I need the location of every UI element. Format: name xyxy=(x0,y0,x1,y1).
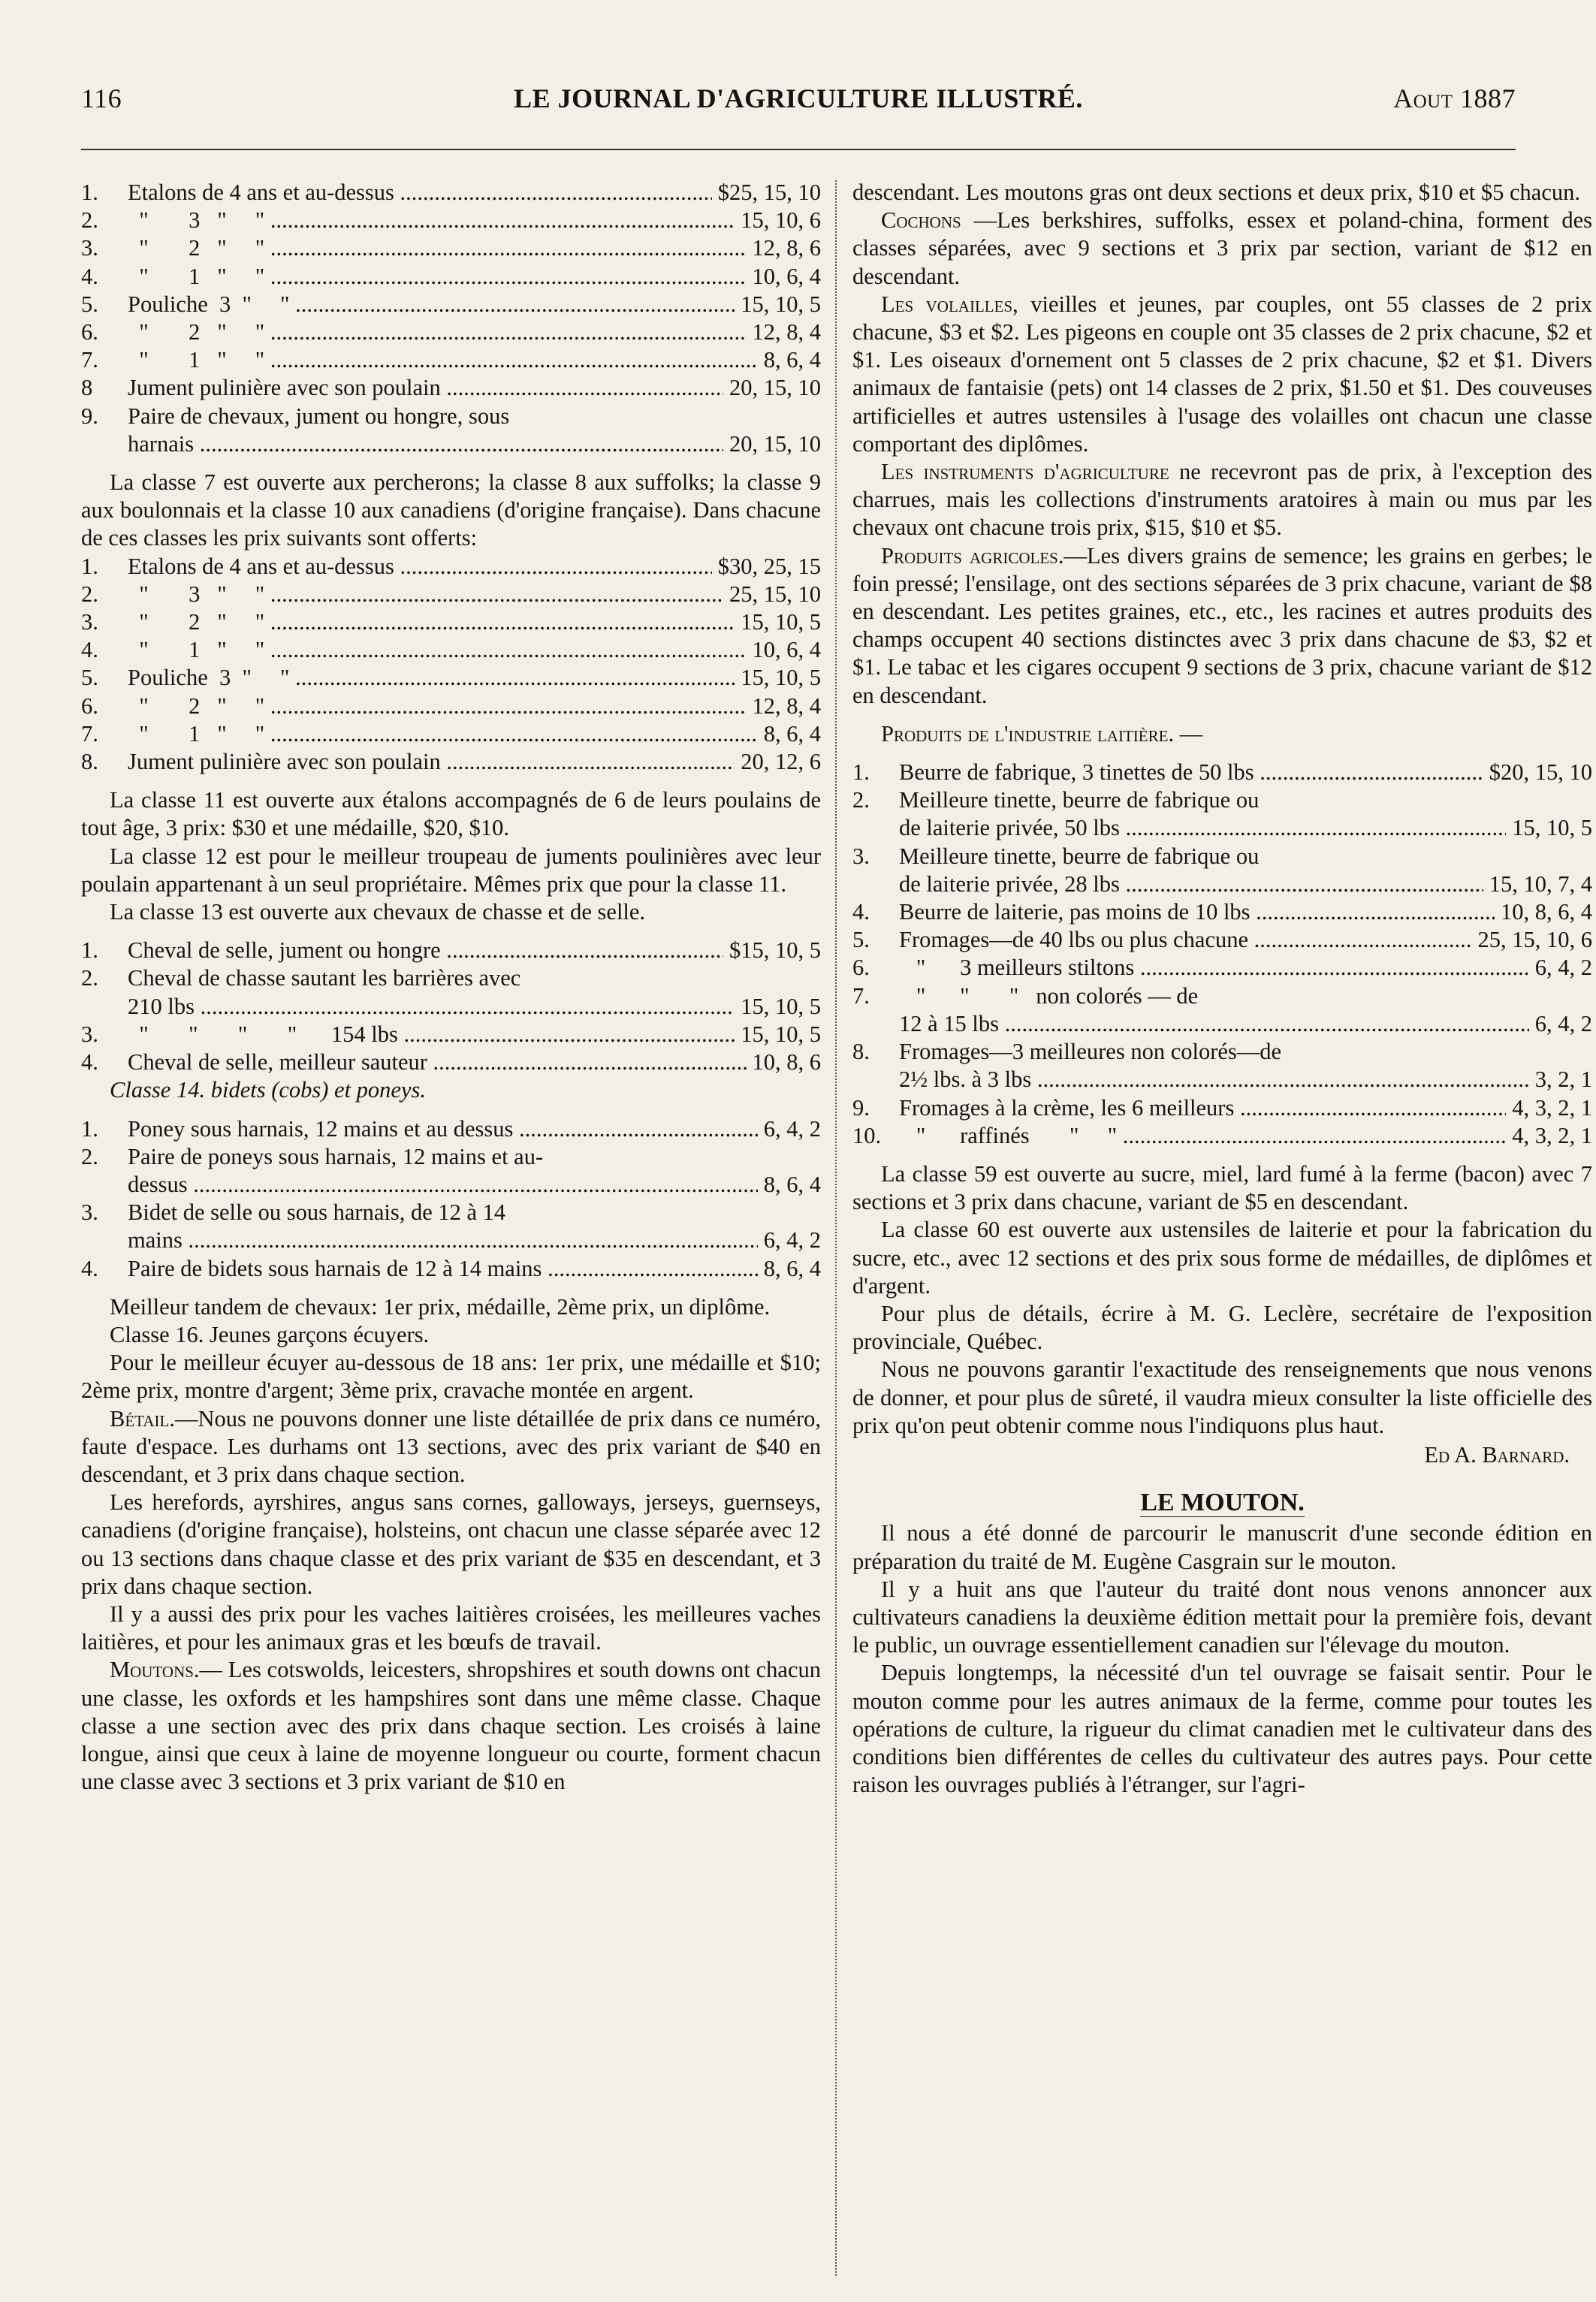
item-description: 2½ lbs. à 3 lbs ..... xyxy=(899,1066,1529,1094)
item-number: 3. xyxy=(81,235,98,261)
item-prizes: 15, 10, 5 xyxy=(741,291,821,317)
item-number: 6. xyxy=(81,319,98,345)
item-number: 3. xyxy=(852,843,870,869)
right-column xyxy=(852,179,1592,1799)
item-prizes: 8, 6, 4 xyxy=(763,720,821,747)
item-number: 2. xyxy=(852,787,870,813)
heading-classe-14: Classe 14. bidets (cobs) et poneys. xyxy=(110,1077,426,1103)
prize-row xyxy=(852,1066,1592,1094)
item-prizes: 15, 10, 5 xyxy=(741,609,821,635)
item-prizes: 8, 6, 4 xyxy=(763,1171,821,1197)
prize-row xyxy=(81,636,821,664)
paragraph-classe-16: Classe 16. Jeunes garçons écuyers. xyxy=(110,1321,430,1347)
prize-row xyxy=(81,1021,821,1048)
item-prizes: 20, 12, 6 xyxy=(741,749,821,775)
prize-row xyxy=(81,291,821,318)
item-prizes: 8, 6, 4 xyxy=(763,347,821,373)
paragraph-classe-60: La classe 60 est ouverte aux ustensiles de laiterie et pour la fabrication du sucre, etc., avec 12 sections et des prix sous forme de médailles, de diplômes et d'argent. xyxy=(852,1217,1592,1299)
prize-row xyxy=(81,179,821,207)
prize-row xyxy=(852,1010,1592,1038)
item-number xyxy=(852,870,899,898)
item-number: 7. xyxy=(852,982,870,1009)
paragraph-garantir: Nous ne pouvons garantir l'exactitude des renseignements que nous venons de donner, et pour plus de sûreté, il vaudra mieux consulter la liste officielle des prix qu'on peut obtenir comme nous l'indiquons plus haut. xyxy=(852,1356,1592,1438)
item-number: 1. xyxy=(852,759,870,786)
paragraph-herefords: Les herefords, ayrshires, angus sans cornes, galloways, jerseys, guernseys, canadiens (d'origine française), holsteins, ont chacun une classe séparée avec 12 ou 13 sections dans chaque classe et des prix variant de $35 en descendant, et 3 prix dans chaque section. xyxy=(81,1489,821,1599)
prize-list-horses xyxy=(81,179,821,458)
paragraph-produits xyxy=(852,542,1592,710)
item-description: Meilleure tinette, beurre de fabrique ou xyxy=(899,787,1260,813)
item-number: 2. xyxy=(81,965,98,991)
item-prizes: 10, 8, 6 xyxy=(752,1049,821,1076)
item-prizes: 25, 15, 10, 6 xyxy=(1477,927,1592,953)
betail-text: —Nous ne pouvons donner une liste détaillée de prix dans ce numéro, faute d'espace. Les durhams ont 13 sections, avec des prix variant de $40 en descendant, et 3 prix dans chaque section. xyxy=(81,1405,821,1487)
item-number: 9. xyxy=(852,1094,870,1121)
signature: Ed A. Barnard. xyxy=(1424,1441,1570,1468)
item-prizes: 10, 8, 6, 4 xyxy=(1501,899,1592,925)
item-description: Paire de poneys sous harnais, 12 mains et au- xyxy=(128,1143,544,1169)
item-number: 5. xyxy=(81,291,98,317)
paragraph-classe-7: La classe 7 est ouverte aux percherons; la classe 8 aux suffolks; la classe 9 aux boulonnais et la classe 10 aux canadiens (d'origine française). Dans chacune de ces classes les prix suivants sont offerts: xyxy=(81,469,821,551)
prize-row xyxy=(81,553,821,581)
item-prizes: $15, 10, 5 xyxy=(729,937,821,964)
paragraph-classe-59: La classe 59 est ouverte au sucre, miel, lard fumé à la ferme (bacon) avec 7 sections et 3 prix dans chacune, variant de $5 en descendant. xyxy=(852,1160,1592,1215)
item-number xyxy=(81,430,128,458)
prize-row xyxy=(81,234,821,262)
column-divider xyxy=(835,180,837,2276)
prize-row xyxy=(81,263,821,291)
paragraph-classe-11: La classe 11 est ouverte aux étalons accompagnés de 6 de leurs poulains de tout âge, 3 prix: $30 et une médaille, $20, $10. xyxy=(81,787,821,841)
item-description: " 1 " " ..... xyxy=(128,263,747,291)
paragraph-moutons xyxy=(81,1656,821,1796)
item-prizes: 6, 4, 2 xyxy=(1534,1010,1592,1036)
item-prizes: 6, 4, 2 xyxy=(763,1227,821,1254)
item-prizes: 4, 3, 2, 1 xyxy=(1512,1122,1592,1148)
prize-row xyxy=(81,1255,821,1283)
item-description: Paire de chevaux, jument ou hongre, sous xyxy=(128,403,510,429)
item-description: Beurre de fabrique, 3 tinettes de 50 lbs ..... xyxy=(899,759,1483,786)
item-number: 5. xyxy=(852,927,870,953)
item-number xyxy=(81,1171,128,1199)
item-number: 3. xyxy=(81,1021,98,1047)
item-description: Pouliche 3 " " ..... xyxy=(128,664,735,692)
prize-row xyxy=(852,870,1592,898)
item-description: Fromages—3 meilleures non colorés—de xyxy=(899,1039,1282,1065)
prize-list-saddle-horses xyxy=(81,937,821,1076)
item-prizes: 6, 4, 2 xyxy=(1534,955,1592,981)
instruments-heading: Les instruments d'agriculture xyxy=(881,459,1169,485)
item-number: 4. xyxy=(81,1255,98,1281)
heading-laitiere: Produits de l'industrie laitière. — xyxy=(881,720,1203,747)
prize-row xyxy=(81,374,821,402)
article-title-text: LE MOUTON. xyxy=(1140,1489,1305,1517)
item-description: " 2 " " ..... xyxy=(128,692,747,720)
paragraph-vaches: Il y a aussi des prix pour les vaches laitières croisées, les meilleures vaches laitières, et pour les animaux gras et les bœufs de travail. xyxy=(81,1601,821,1655)
item-description: " 3 " " ..... xyxy=(128,207,735,234)
prize-row xyxy=(81,1143,821,1171)
prize-list-dairy xyxy=(852,759,1592,1150)
item-number: 8. xyxy=(81,749,98,775)
item-description: Pouliche 3 " " ..... xyxy=(128,291,735,318)
prize-row xyxy=(852,786,1592,814)
prize-row xyxy=(852,926,1592,954)
prize-list-horse-breeds xyxy=(81,553,821,777)
item-description: Cheval de selle, meilleur sauteur ..... xyxy=(128,1048,747,1076)
paragraph-cochons xyxy=(852,207,1592,291)
item-description: Cheval de chasse sautant les barrières avec xyxy=(128,965,521,991)
item-number: 1. xyxy=(81,180,98,205)
item-number: 4. xyxy=(81,263,98,289)
item-description: " 3 " " ..... xyxy=(128,581,723,608)
item-description: Beurre de laiterie, pas moins de 10 lbs ..... xyxy=(899,898,1495,926)
prize-row xyxy=(81,1115,821,1143)
item-description: " 2 " " ..... xyxy=(128,234,747,262)
item-number xyxy=(852,1010,899,1038)
item-description: 210 lbs ..... xyxy=(128,993,735,1021)
item-number: 7. xyxy=(81,347,98,373)
item-prizes: 8, 6, 4 xyxy=(763,1255,821,1281)
prize-list-ponies xyxy=(81,1115,821,1283)
paragraph-classe-12: La classe 12 est pour le meilleur troupeau de juments poulinières avec leur poulain appartenant à un seul propriétaire. Mêmes prix que pour la classe 11. xyxy=(81,843,821,897)
item-number: 2. xyxy=(81,207,98,234)
paragraph-mouton-2: Il y a huit ans que l'auteur du traité dont nous venons annoncer aux cultivateurs canadiens la deuxième édition mettait pour la première fois, devant le public, un ouvrage essentiellement canadien sur l'élevage du mouton. xyxy=(852,1576,1592,1658)
prize-row xyxy=(81,1199,821,1226)
page-number: 116 xyxy=(81,83,122,113)
item-prizes: 15, 10, 5 xyxy=(741,1021,821,1047)
prize-row xyxy=(852,843,1592,870)
article-title xyxy=(852,1489,1592,1516)
item-prizes: 20, 15, 10 xyxy=(729,430,821,457)
prize-row xyxy=(81,346,821,374)
prize-row xyxy=(81,403,821,430)
item-description: 12 à 15 lbs ..... xyxy=(899,1010,1529,1038)
item-prizes: 15, 10, 5 xyxy=(741,665,821,691)
item-prizes: $25, 15, 10 xyxy=(717,180,821,205)
instruments-text: ne recevront pas de prix, à l'exception des charrues, mais les collections d'instruments aratoires à main ou mus par les chevaux ont chacune trois prix, $15, $10 et $5. xyxy=(852,459,1592,541)
item-description: Cheval de selle, jument ou hongre ..... xyxy=(128,937,723,964)
paragraph-instruments xyxy=(852,458,1592,542)
paragraph-mouton-3: Depuis longtemps, la nécessité d'un tel ouvrage se faisait sentir. Pour le mouton comme pour les autres animaux de la ferme, comme pour toutes les opérations de culture, la rigueur du climat canadien met le cultivateur dans des conditions bien différentes de celles du cultivateur des autres pays. Pour cette raison les ouvrages publiés à l'étranger, sur l'agri- xyxy=(852,1660,1592,1798)
item-number: 6. xyxy=(81,692,98,719)
item-description: Etalons de 4 ans et au-dessus ..... xyxy=(128,179,712,207)
prize-row xyxy=(852,954,1592,982)
item-description: " 1 " " ..... xyxy=(128,720,758,748)
item-number: 8. xyxy=(852,1039,870,1065)
paragraph-tandem: Meilleur tandem de chevaux: 1er prix, médaille, 2ème prix, un diplôme. xyxy=(110,1293,771,1320)
paragraph-ecuyer: Pour le meilleur écuyer au-dessous de 18 ans: 1er prix, une médaille et $10; 2ème prix, montre d'argent; 3ème prix, cravache montée en argent. xyxy=(81,1350,821,1404)
moutons-heading: Moutons. xyxy=(110,1657,200,1683)
prize-row xyxy=(81,720,821,748)
prize-row xyxy=(81,937,821,964)
prize-row xyxy=(81,748,821,776)
produits-text: —Les divers grains de semence; les grains en gerbes; le foin pressé; l'ensilage, ont des sections séparées de 3 prix chacune, variant de $8 en descendant. Les petites graines, etc., etc., les racines et autres produits des champs occupent 40 sections distinctes avec 3 prix dans chacune de $3, $2 et $1. Le tabac et les cigares occupent 9 sections de 3 prix, chacune variant de $12 en descendant. xyxy=(852,542,1592,708)
paragraph-mouton-1: Il nous a été donné de parcourir le manuscrit d'une seconde édition en préparation du traité de M. Eugène Casgrain sur le mouton. xyxy=(852,1520,1592,1574)
item-description: dessus ..... xyxy=(128,1171,758,1199)
item-description: " 1 " " ..... xyxy=(128,346,758,374)
prize-row xyxy=(81,1048,821,1076)
item-number: 3. xyxy=(81,1199,98,1226)
prize-row xyxy=(852,1094,1592,1122)
prize-row xyxy=(81,993,821,1021)
item-number xyxy=(852,814,899,842)
item-prizes: 12, 8, 4 xyxy=(752,692,821,719)
item-number: 1. xyxy=(81,937,98,964)
item-description: " 3 meilleurs stiltons ..... xyxy=(899,954,1529,982)
item-number: 5. xyxy=(81,665,98,691)
item-description: de laiterie privée, 50 lbs ..... xyxy=(899,814,1506,842)
prize-row xyxy=(81,1226,821,1254)
paragraph-volailles xyxy=(852,291,1592,458)
prize-row xyxy=(852,814,1592,842)
item-description: Bidet de selle ou sous harnais, de 12 à 14 xyxy=(128,1199,506,1226)
item-number: 4. xyxy=(852,899,870,925)
volailles-heading: Les volailles xyxy=(881,291,1013,317)
volailles-text: , vieilles et jeunes, par couples, ont 55 classes de 2 prix chacune, $3 et $2. Les pigeons en couple ont 35 classes de 2 prix chacune, $2 et $1. Les oiseaux d'ornement ont 5 classes de 2 prix chacune, $2 et $1. Divers animaux de fantaisie (pets) ont 14 classes de 2 prix, $1.50 et $1. Des couveuses artificielles et autres ustensiles à l'usage des volailles ont chacun une classe comportant des diplômes. xyxy=(852,291,1592,457)
item-number: 4. xyxy=(81,637,98,663)
prize-row xyxy=(852,1038,1592,1066)
paragraph-moutons-cont: descendant. Les moutons gras ont deux sections et deux prix, $10 et $5 chacun. xyxy=(852,180,1580,205)
item-prizes: 10, 6, 4 xyxy=(752,637,821,663)
item-number: 1. xyxy=(81,553,98,579)
item-number xyxy=(81,993,128,1021)
item-description: " " " " 154 lbs ..... xyxy=(128,1021,735,1048)
prize-row xyxy=(852,982,1592,1010)
item-description: Paire de bidets sous harnais de 12 à 14 mains ..... xyxy=(128,1255,758,1283)
item-description: Etalons de 4 ans et au-dessus ..... xyxy=(128,553,712,581)
item-description: harnais ..... xyxy=(128,430,723,458)
item-number: 9. xyxy=(81,403,98,429)
item-number: 1. xyxy=(81,1115,98,1142)
item-description: " 2 " " ..... xyxy=(128,608,735,636)
paragraph-betail xyxy=(81,1405,821,1489)
item-description: Poney sous harnais, 12 mains et au dessus ..... xyxy=(128,1115,758,1143)
item-description: de laiterie privée, 28 lbs ..... xyxy=(899,870,1483,898)
left-column xyxy=(81,179,821,1796)
item-description: Fromages à la crème, les 6 meilleurs ..... xyxy=(899,1094,1506,1122)
item-number xyxy=(81,1226,128,1254)
prize-row xyxy=(81,430,821,458)
item-description: Meilleure tinette, beurre de fabrique ou xyxy=(899,843,1260,869)
prize-row xyxy=(852,759,1592,786)
item-number: 6. xyxy=(852,955,870,981)
paragraph-details: Pour plus de détails, écrire à M. G. Leclère, secrétaire de l'exposition provinciale, Québec. xyxy=(852,1300,1592,1355)
item-description: " " " non colorés — de xyxy=(899,982,1199,1009)
item-description: " 2 " " ..... xyxy=(128,318,747,346)
prize-row xyxy=(81,964,821,992)
item-prizes: 15, 10, 6 xyxy=(741,207,821,234)
item-prizes: 12, 8, 4 xyxy=(752,319,821,345)
page-header xyxy=(81,83,1516,128)
prize-row xyxy=(81,207,821,234)
item-description: mains ..... xyxy=(128,1226,758,1254)
item-number: 2. xyxy=(81,1143,98,1169)
prize-row xyxy=(81,1171,821,1199)
issue-date: Aout 1887 xyxy=(1393,83,1516,113)
item-description: Fromages—de 40 lbs ou plus chacune ..... xyxy=(899,926,1472,954)
paragraph-classe-13: La classe 13 est ouverte aux chevaux de chasse et de selle. xyxy=(110,899,646,925)
cochons-text: —Les berkshires, suffolks, essex et poland-china, forment des classes séparées, avec 9 sections et 3 prix par section, variant de $12 en descendant. xyxy=(852,207,1592,289)
prize-row xyxy=(81,692,821,720)
item-prizes: $30, 25, 15 xyxy=(717,553,821,579)
item-prizes: 3, 2, 1 xyxy=(1534,1067,1592,1093)
item-prizes: 20, 15, 10 xyxy=(729,375,821,401)
prize-row xyxy=(852,898,1592,926)
item-number: 7. xyxy=(81,720,98,747)
item-number: 4. xyxy=(81,1049,98,1076)
item-description: Jument pulinière avec son poulain ..... xyxy=(128,374,723,402)
item-prizes: 15, 10, 5 xyxy=(741,993,821,1019)
item-description: " raffinés " " ..... xyxy=(899,1122,1506,1150)
item-prizes: 6, 4, 2 xyxy=(763,1115,821,1142)
item-prizes: 15, 10, 5 xyxy=(1512,815,1592,841)
item-prizes: $20, 15, 10 xyxy=(1489,759,1592,786)
produits-heading: Produits agricoles. xyxy=(881,542,1064,569)
prize-row xyxy=(852,1122,1592,1150)
item-number: 3. xyxy=(81,609,98,635)
journal-title: LE JOURNAL D'AGRICULTURE ILLUSTRÉ. xyxy=(514,83,1083,113)
item-number xyxy=(852,1066,899,1094)
betail-heading: Bétail. xyxy=(110,1405,175,1432)
header-rule xyxy=(81,149,1516,150)
item-description: " 1 " " ..... xyxy=(128,636,747,664)
item-prizes: 15, 10, 7, 4 xyxy=(1489,870,1592,897)
prize-row xyxy=(81,581,821,608)
item-number: 8 xyxy=(81,375,93,401)
prize-row xyxy=(81,318,821,346)
prize-row xyxy=(81,664,821,692)
item-prizes: 4, 3, 2, 1 xyxy=(1512,1094,1592,1121)
item-prizes: 25, 15, 10 xyxy=(729,581,821,607)
cochons-heading: Cochons xyxy=(881,207,961,234)
item-prizes: 12, 8, 6 xyxy=(752,235,821,261)
item-prizes: 10, 6, 4 xyxy=(752,263,821,289)
prize-row xyxy=(81,608,821,636)
item-number: 2. xyxy=(81,581,98,607)
item-description: Jument pulinière avec son poulain ..... xyxy=(128,748,735,776)
moutons-text: — Les cotswolds, leicesters, shropshires et south downs ont chacun une classe, les oxfords et les hampshires sont dans une même classe. Chaque classe a une section avec des prix dans chaque section. Les croisés à laine longue, ainsi que ceux à laine de moyenne longueur ou courte, forment chacun une classe avec 3 sections et 3 prix variant de $10 en xyxy=(81,1657,821,1795)
item-number: 10. xyxy=(852,1122,882,1148)
